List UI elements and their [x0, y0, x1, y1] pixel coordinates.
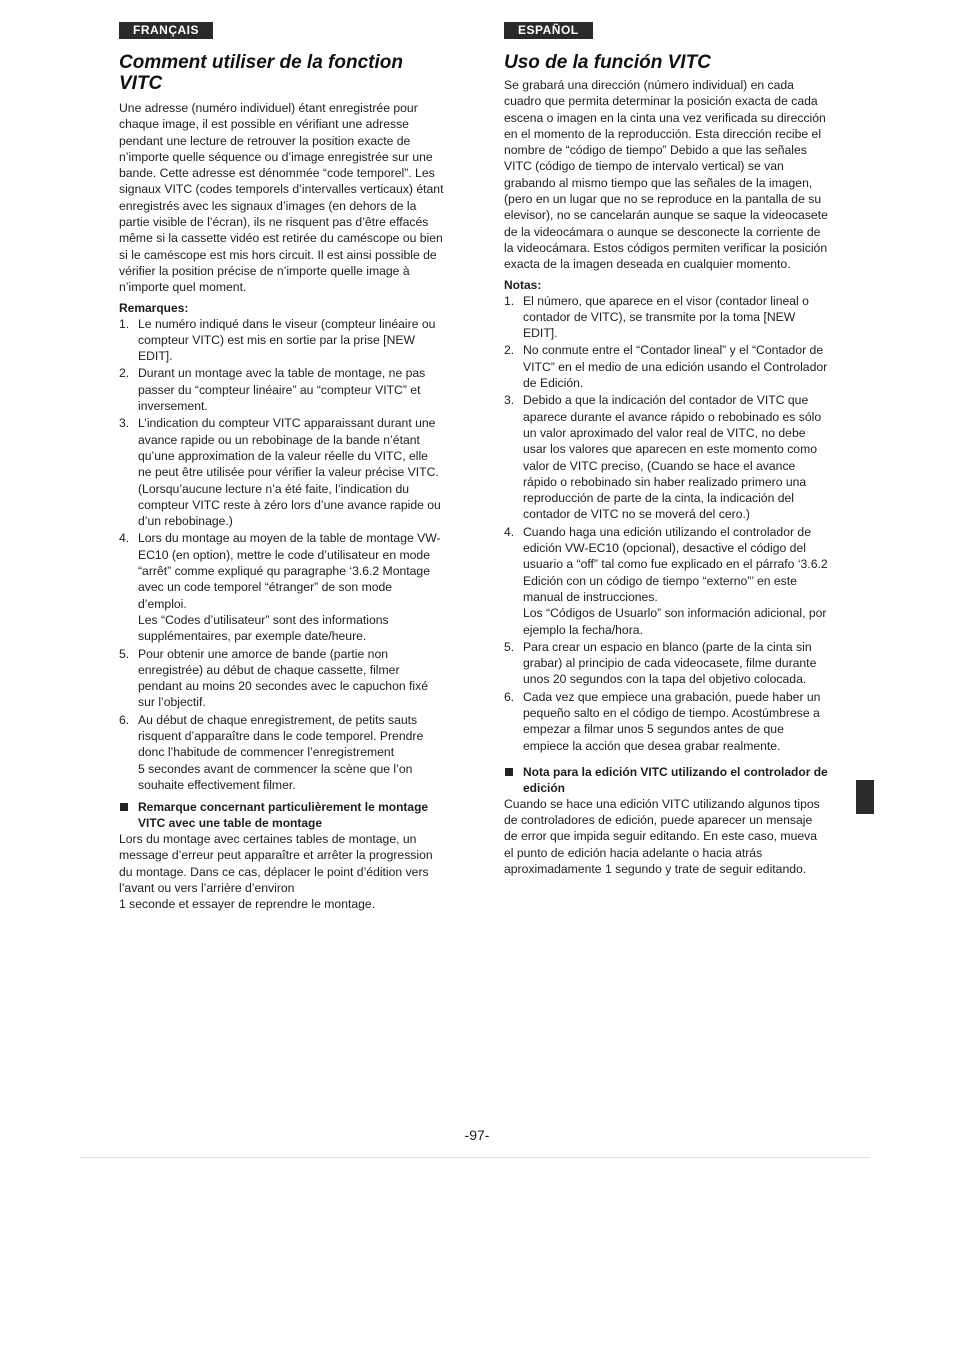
list-item: 6. Au début de chaque enregistrement, de petits sauts risquent d’apparaître dans le code temporel. Prendre donc l’habitude de commencer l’enregistrement 5 secondes avant de commencer la scène que l’on souhaite effectivement filmer.: [119, 712, 424, 792]
language-tag-francais: FRANÇAIS: [119, 22, 213, 39]
page-edge-tab-marker: [856, 780, 874, 814]
section-title-es: Uso de la función VITC: [504, 52, 711, 73]
list-item: 2. No conmute entre el “Contador lineal” y el “Contador de VITC” en el medio de una edición usando el Controlador de Edición.: [504, 343, 828, 391]
column-espanol: [504, 21, 829, 877]
list-item: 4. Cuando haga una edición utilizando el controlador de edición VW-EC10 (opcional), desactive el código del usuario a “off” tal como fue explicado en el párrafo ‘3.6.2 Edición con un código de tiempo “externo”’ en este manual de instrucciones. Los “Códigos de Usuarlo” son información adicional, por ejemplo la fecha/hora.: [504, 524, 828, 637]
remarks-heading: Remarques:: [119, 300, 189, 315]
column-francais: [119, 21, 444, 913]
square-bullet-icon: [505, 768, 513, 776]
notes-heading: Notas:: [504, 277, 542, 292]
list-item: 2. Durant un montage avec la table de montage, ne pas passer du “compteur linéaire” au “compteur VITC” et inversement.: [119, 366, 426, 414]
list-item: 1. El número, que aparece en el visor (contador lineal o contador de VITC), se transmite por la toma [NEW EDIT].: [504, 293, 809, 341]
note-heading-fr: Remarque concernant particulièrement le montage VITC avec une table de montage: [119, 799, 444, 831]
list-item: 3. Debido a que la indicación del contador de VITC que aparece durante el avance rápido o rebobinado es sólo un valor aproximado del valor real de VITC, no debe usar los valores que aparecen en este momento como valor de VITC preciso, (Cuando se hace el avance rápido o rebobinado sin haber realizado primero una reproducción de parte de la cinta, la indicación del contador de VITC no se moverá del cero.): [504, 393, 822, 522]
note-paragraph-fr: Lors du montage avec certaines tables de montage, un message d’erreur peut apparaître et arrêter la progression du montage. Dans ce cas, déplacer le point d’édition vers l’avant ou vers l’arrière d’environ 1 seconde et essayer de reprendre le montage.: [119, 832, 433, 912]
square-bullet-icon: [120, 803, 128, 811]
footer-divider: [80, 1157, 870, 1158]
list-item: 5. Pour obtenir une amorce de bande (partie non enregistrée) au début de chaque cassette, filmer pendant au moins 20 secondes avec le capuchon fixé sur l’objectif.: [119, 646, 428, 710]
notes-list: [504, 293, 829, 754]
list-item: 6. Cada vez que empiece una grabación, puede haber un pequeño salto en el código de tiempo. Acostúmbrese a empezar a filmar unos 5 segundos antes de que empiece la acción que desea grabar realmente.: [504, 689, 821, 753]
list-item: 5. Para crear un espacio en blanco (parte de la cinta sin grabar) al principio de cada videocasete, filme durante unos 20 segundos con la tapa del objetivo colocada.: [504, 639, 817, 687]
page-number: -97-: [464, 1127, 490, 1143]
remarks-list: [119, 316, 444, 794]
language-tag-espanol: ESPAÑOL: [504, 22, 593, 39]
list-item: 1. Le numéro indiqué dans le viseur (compteur linéaire ou compteur VITC) est mis en sortie par la prise [NEW EDIT].: [119, 316, 436, 364]
section-title-fr: Comment utiliser de la fonction VITC: [119, 52, 403, 94]
note-paragraph-es: Cuando se hace una edición VITC utilizando algunos tipos de controladores de edición, puede aparecer un mensaje de error que impida seguir editando. En este caso, mueva el punto de edición hacia adelante o hacia atrás aproximadamente 1 segundo y trate de seguir editando.: [504, 796, 820, 877]
note-heading-es: Nota para la edición VITC utilizando el controlador de edición: [504, 764, 829, 796]
intro-paragraph-fr: Une adresse (numéro individuel) étant enregistrée pour chaque image, il est possible en vérifiant une adresse pendant une lecture de retrouver la position exacte de n’importe quelle séquence ou d’image enregistrée sur une bande. Cette adresse est dénommée “code temporel”. Les signaux VITC (codes temporels d’intervalles verticaux) étant enregistrés avec les signaux d’images (en dehors de la partie visible de l’écran), ils ne risquent pas d’être effacés même si la cassette vidéo est retirée du caméscope ou bien si le caméscope est mis hors circuit. Il est ainsi possible de vérifier la position précise de n’importe quelle image à n’importe quel moment.: [119, 101, 444, 295]
list-item: 4. Lors du montage au moyen de la table de montage VW-EC10 (en option), mettre le code d’utilisateur en mode “arrêt” comme expliqué qu paragraphe ‘3.6.2 Montage avec un code temporel “étranger” de son mode d’emploi. Les “Codes d’utilisateur” sont des informations supplémentaires, par exemple date/heure.: [119, 531, 441, 644]
list-item: 3. L’indication du compteur VITC apparaissant durant une avance rapide ou un rebobinage de la bande n’étant qu’une approximation de la valeur réelle du VITC, elle ne peut être utilisée pour vérifier la valeur précise VITC. (Lorsqu’aucune lecture n’a été faite, l’indication du compteur VITC reste à zéro lors d’une avance rapide ou d’un rebobinage.): [119, 416, 441, 529]
intro-paragraph-es: Se grabará una dirección (número individual) en cada cuadro que permita determinar la posición exacta de cada escena o imagen en la cinta una vez verificada su dirección en el momento de la reproducción. Esta dirección recibe el nombre de “código de tiempo” Debido a que las señales VITC (código de tiempo de intervalo vertical) se van grabando al mismo tiempo que las señales de la imagen, (pero en un lugar que no se reproduce en la pantalla de su elevisor), no se cancelarán aunque se saque la videocasete de la videocámara o aunque se desconecte la corriente de la videocámara. Estos códigos permiten verificar la posición exacta de la imagen deseada en cualquier momento.: [504, 78, 828, 272]
